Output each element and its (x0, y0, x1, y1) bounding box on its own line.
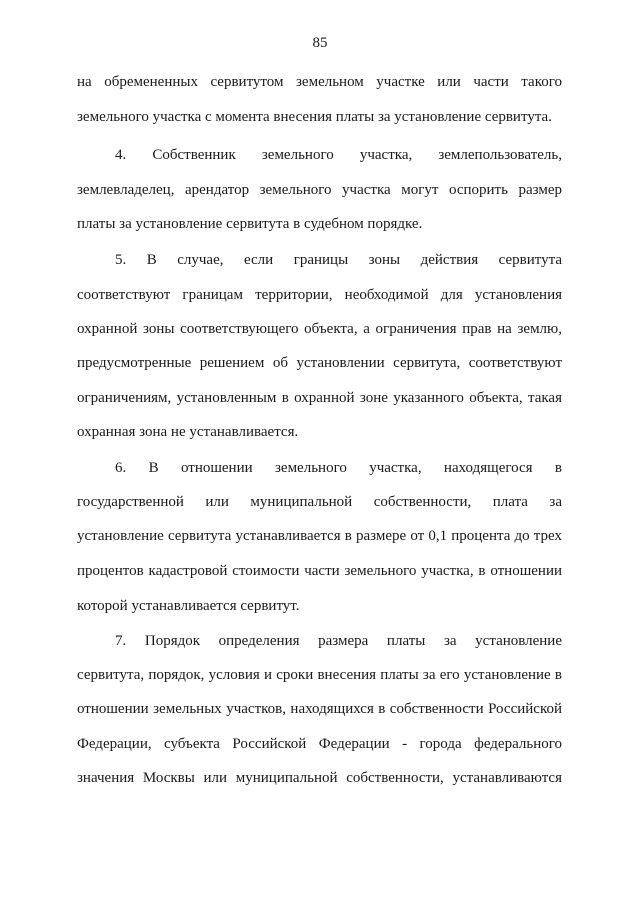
text-line: на обремененных сервитутом земельном участке или части такого (77, 74, 562, 90)
paragraph-7-start: 7. Порядок определения размера платы за установление (115, 633, 562, 649)
text-line: ограничениям, установленным в охранной зоне указанного объекта, такая (77, 390, 562, 406)
text-line: охранной зоны соответствующего объекта, а ограничения прав на землю, (77, 321, 562, 337)
paragraph-6-start: 6. В отношении земельного участка, находящегося в (115, 460, 562, 476)
text-line: землевладелец, арендатор земельного участка могут оспорить размер (77, 182, 562, 198)
text-line: предусмотренные решением об установлении сервитута, соответствуют (77, 355, 562, 371)
paragraph-4-start: 4. Собственник земельного участка, землепользователь, (115, 147, 562, 163)
text-line: процентов кадастровой стоимости части земельного участка, в отношении (77, 563, 562, 579)
text-line: которой устанавливается сервитут. (77, 598, 300, 614)
text-line: отношении земельных участков, находящихся в собственности Российской (77, 701, 562, 717)
text-line: значения Москвы или муниципальной собственности, устанавливаются (77, 770, 562, 786)
text-line: государственной или муниципальной собственности, плата за (77, 494, 562, 510)
text-line: сервитута, порядок, условия и сроки внесения платы за его установление в (77, 667, 562, 683)
text-line: земельного участка с момента внесения платы за установление сервитута. (77, 109, 552, 125)
text-line: платы за установление сервитута в судебном порядке. (77, 216, 423, 232)
text-line: Федерации, субъекта Российской Федерации - города федерального (77, 736, 562, 752)
text-line: установление сервитута устанавливается в размере от 0,1 процента до трех (77, 528, 562, 544)
page-number: 85 (312, 35, 328, 51)
text-line: охранная зона не устанавливается. (77, 424, 299, 440)
paragraph-5-start: 5. В случае, если границы зоны действия сервитута (115, 252, 562, 268)
text-line: соответствуют границам территории, необходимой для установления (77, 287, 562, 303)
